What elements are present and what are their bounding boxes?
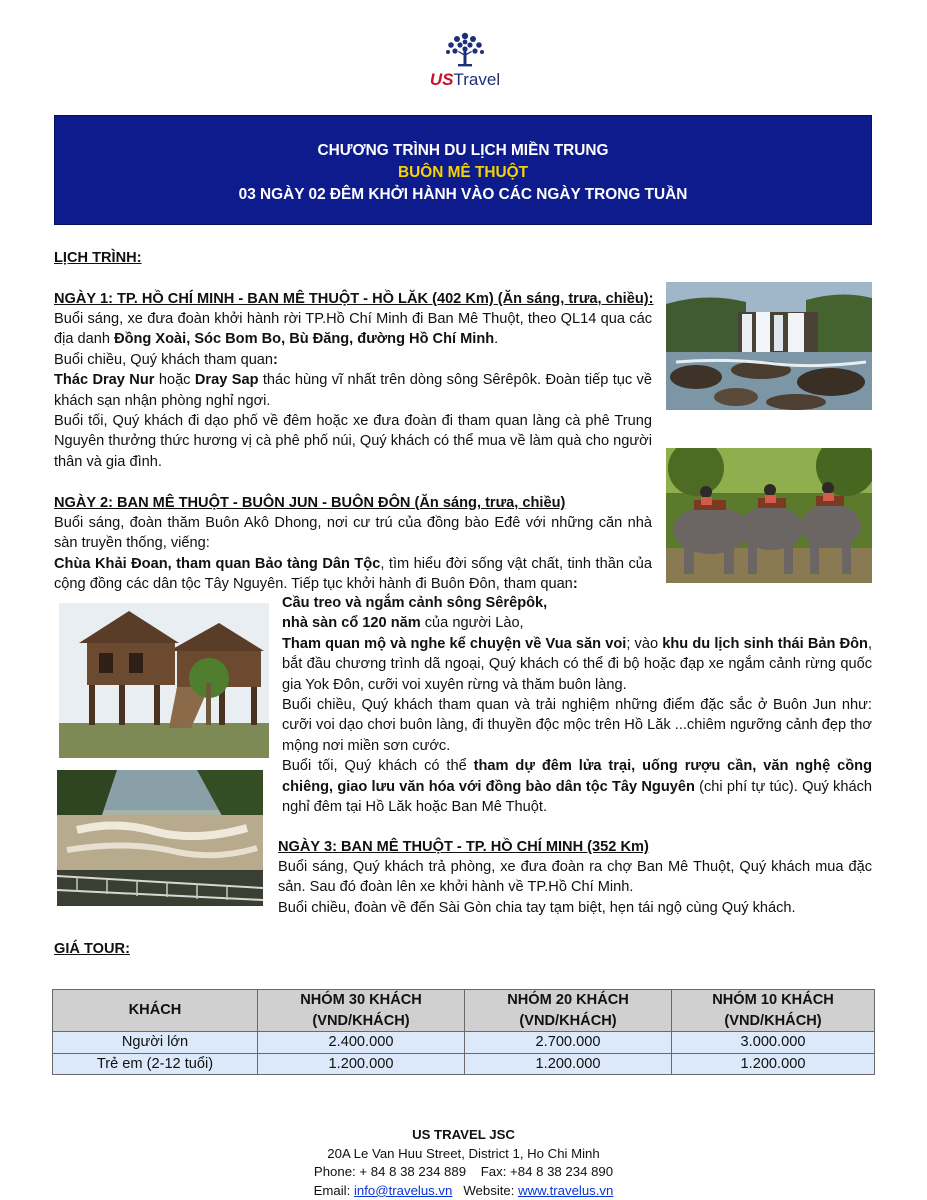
brand-name bbox=[420, 70, 510, 90]
day1-waterfall-1: Thác Dray Nur bbox=[54, 372, 155, 389]
email-link[interactable]: info@travelus.vn bbox=[353, 1182, 453, 1198]
day1-body bbox=[54, 309, 652, 472]
day3-title: NGÀY 3: BAN MÊ THUỘT - TP. HỒ CHÍ MINH (352 Km) bbox=[278, 839, 649, 855]
day1-paragraph-2 bbox=[54, 350, 652, 370]
day2-paragraph-3 bbox=[282, 593, 872, 613]
col-header-label: NHÓM 20 KHÁCH bbox=[507, 992, 629, 1008]
company-logo bbox=[420, 30, 510, 95]
banner-destination: BUÔN MÊ THUỘT bbox=[398, 164, 528, 181]
brand-us: US bbox=[429, 70, 454, 89]
day1-waterfall-2: Dray Sap bbox=[194, 372, 259, 389]
col-header-group-10 bbox=[672, 990, 875, 1032]
day2-paragraph-7 bbox=[282, 756, 872, 817]
day2-eco-area: khu du lịch sinh thái Bản Đôn bbox=[662, 635, 868, 652]
day1-p2-colon: : bbox=[273, 351, 278, 368]
table-cell: 1.200.000 bbox=[258, 1053, 465, 1075]
day3-paragraph-2: Buổi chiều, đoàn về đến Sài Gòn chia tay tạm biệt, hẹn tái ngộ cùng Quý khách. bbox=[278, 899, 796, 916]
footer-phone-fax: Phone: + 84 8 38 234 889 Fax: +84 8 38 234 890 bbox=[313, 1164, 614, 1180]
day1-title: NGÀY 1: TP. HỒ CHÍ MINH - BAN MÊ THUỘT - HỒ LĂK (402 Km) (Ăn sáng, trưa, chiều): bbox=[54, 291, 654, 307]
day2-p5-join: ; vào bbox=[626, 635, 663, 652]
table-cell: 3.000.000 bbox=[672, 1032, 875, 1054]
banner-line-1: CHƯƠNG TRÌNH DU LỊCH MIỀN TRUNG bbox=[317, 142, 609, 159]
title-banner bbox=[54, 115, 872, 225]
footer-website-label: Website: bbox=[452, 1182, 519, 1198]
table-cell: Người lớn bbox=[53, 1032, 258, 1054]
col-header-unit: (VND/KHÁCH) bbox=[519, 1012, 617, 1029]
col-header-label: NHÓM 30 KHÁCH bbox=[300, 992, 422, 1008]
day2-p2-colon: : bbox=[572, 576, 578, 593]
day2-pagoda-museum: Chùa Khải Đoan, tham quan Bảo tàng Dân Tộc bbox=[54, 555, 381, 572]
col-header-group-20 bbox=[465, 990, 672, 1032]
day1-p3-text: thác hùng vĩ nhất trên dòng sông Sêrêpôk. Đoàn tiếp tục về khách sạn nhận phòng nghỉ ngơi. bbox=[54, 372, 652, 409]
website-link[interactable]: www.travelus.vn bbox=[518, 1182, 614, 1198]
day2-evening-activities: tham dự đêm lửa trại, uống rượu cần, văn nghệ cồng chiêng, giao lưu văn hóa với đồng bào dân tộc Tây Nguyên bbox=[282, 758, 872, 795]
day1-p2-text: Buổi chiều, Quý khách tham quan bbox=[54, 351, 274, 368]
day2-p5-text: , bắt đầu chương trình dã ngoại, Quý khách có thể đi bộ hoặc đạp xe ngắm cảnh rừng quốc gia Yok Đôn, cưỡi voi xuyên rừng và thăm buôn làng. bbox=[282, 635, 873, 693]
rapids-bridge-photo bbox=[57, 770, 263, 906]
day2-title: NGÀY 2: BAN MÊ THUỘT - BUÔN JUN - BUÔN ĐÔN (Ăn sáng, trưa, chiều) bbox=[54, 495, 566, 511]
day2-bridge: Cầu treo và ngắm cảnh sông Sêrêpôk, bbox=[282, 595, 548, 611]
day1-paragraph-4: Buổi tối, Quý khách đi dạo phố về đêm hoặc xe đưa đoàn đi tham quan làng cà phê Trung Nguyên thưởng thức hương vị cà phê phố núi, Quý khách có thể mua về làm quà cho người thân và gia đình. bbox=[54, 413, 652, 470]
table-cell: 2.700.000 bbox=[465, 1032, 672, 1054]
day1-p1-end: . bbox=[494, 331, 499, 348]
day1-paragraph-3 bbox=[54, 370, 652, 411]
day1-p3-or: hoặc bbox=[154, 372, 195, 389]
day2-p7-text: Buổi tối, Quý khách có thể bbox=[282, 758, 474, 775]
day1-p1-text: Buổi sáng, xe đưa đoàn khởi hành rời TP.Hồ Chí Minh đi Ban Mê Thuột, theo QL14 qua các địa danh bbox=[54, 311, 652, 348]
col-header-guest bbox=[53, 990, 258, 1032]
footer-company: US TRAVEL JSC bbox=[412, 1127, 515, 1142]
day2-paragraph-1: Buổi sáng, đoàn thăm Buôn Akô Dhong, nơi cư trú của đồng bào Eđê với những căn nhà sàn truyền thống, viếng: bbox=[54, 515, 652, 552]
tree-logo-icon bbox=[444, 30, 486, 68]
day2-p7-end: (chi phí tự túc). Quý khách nghỉ đêm tại Hồ Lăk hoặc Ban Mê Thuột. bbox=[282, 778, 873, 816]
day2-paragraph-5 bbox=[282, 634, 872, 695]
table-row bbox=[53, 1032, 875, 1054]
price-table bbox=[52, 989, 875, 1075]
price-heading: GIÁ TOUR: bbox=[54, 941, 130, 957]
table-cell: 1.200.000 bbox=[465, 1053, 672, 1075]
elephant-ride-photo bbox=[666, 448, 872, 583]
day3-body bbox=[278, 857, 872, 918]
day2-elephant-king: Tham quan mộ và nghe kể chuyện về Vua săn voi bbox=[282, 635, 627, 652]
table-cell: 2.400.000 bbox=[258, 1032, 465, 1054]
col-header-label: NHÓM 10 KHÁCH bbox=[712, 992, 834, 1008]
day1-p1-places: Đồng Xoài, Sóc Bom Bo, Bù Đăng, đường Hồ Chí Minh bbox=[114, 331, 495, 348]
table-cell: 1.200.000 bbox=[672, 1053, 875, 1075]
day2-p2-text: , tìm hiểu đời sống vật chất, tinh thần của cộng đồng các dân tộc Tây Nguyên. Tiếp tục khởi hành đi Buôn Đôn, tham quan bbox=[54, 555, 652, 593]
footer-address: 20A Le Van Huu Street, District 1, Ho Chi Minh bbox=[327, 1145, 600, 1161]
day2-p4-text: của người Lào, bbox=[420, 615, 524, 632]
footer bbox=[0, 1126, 927, 1200]
day1-paragraph-1 bbox=[54, 309, 652, 350]
table-header-row bbox=[53, 990, 875, 1032]
table-cell: Trẻ em (2-12 tuổi) bbox=[53, 1053, 258, 1075]
footer-email-label: Email: bbox=[313, 1182, 354, 1198]
day2-body-bottom bbox=[282, 593, 872, 817]
day2-old-house: nhà sàn cổ 120 năm bbox=[282, 615, 421, 632]
day3-paragraph-1: Buổi sáng, Quý khách trả phòng, xe đưa đoàn ra chợ Ban Mê Thuột, Quý khách mua đặc sản. Sau đó đoàn lên xe khởi hành về TP.Hồ Chí Minh. bbox=[278, 859, 872, 896]
stilt-house-photo bbox=[59, 603, 269, 758]
col-header-unit: (VND/KHÁCH) bbox=[724, 1012, 822, 1029]
col-header-group-30 bbox=[258, 990, 465, 1032]
table-row bbox=[53, 1053, 875, 1075]
footer-contact bbox=[0, 1182, 927, 1200]
itinerary-heading: LỊCH TRÌNH: bbox=[54, 250, 142, 266]
waterfall-photo bbox=[666, 282, 872, 410]
col-header-guest-label: KHÁCH bbox=[128, 1002, 182, 1019]
banner-line-3: 03 NGÀY 02 ĐÊM KHỞI HÀNH VÀO CÁC NGÀY TRONG TUẦN bbox=[238, 186, 688, 203]
col-header-unit: (VND/KHÁCH) bbox=[312, 1012, 410, 1029]
day2-paragraph-4 bbox=[282, 613, 872, 633]
day2-paragraph-2 bbox=[54, 554, 652, 595]
day2-body-top bbox=[54, 513, 652, 595]
day2-paragraph-6: Buổi chiều, Quý khách tham quan và trải nghiệm những điểm đặc sắc ở Buôn Jun như: cưỡi voi dạo chơi buôn làng, đi thuyền độc mộc trên Hồ Lăk ...chiêm ngưỡng cảnh đẹp thơ mộng nơi miền sơn cước. bbox=[282, 697, 872, 754]
brand-travel: Travel bbox=[453, 70, 501, 89]
